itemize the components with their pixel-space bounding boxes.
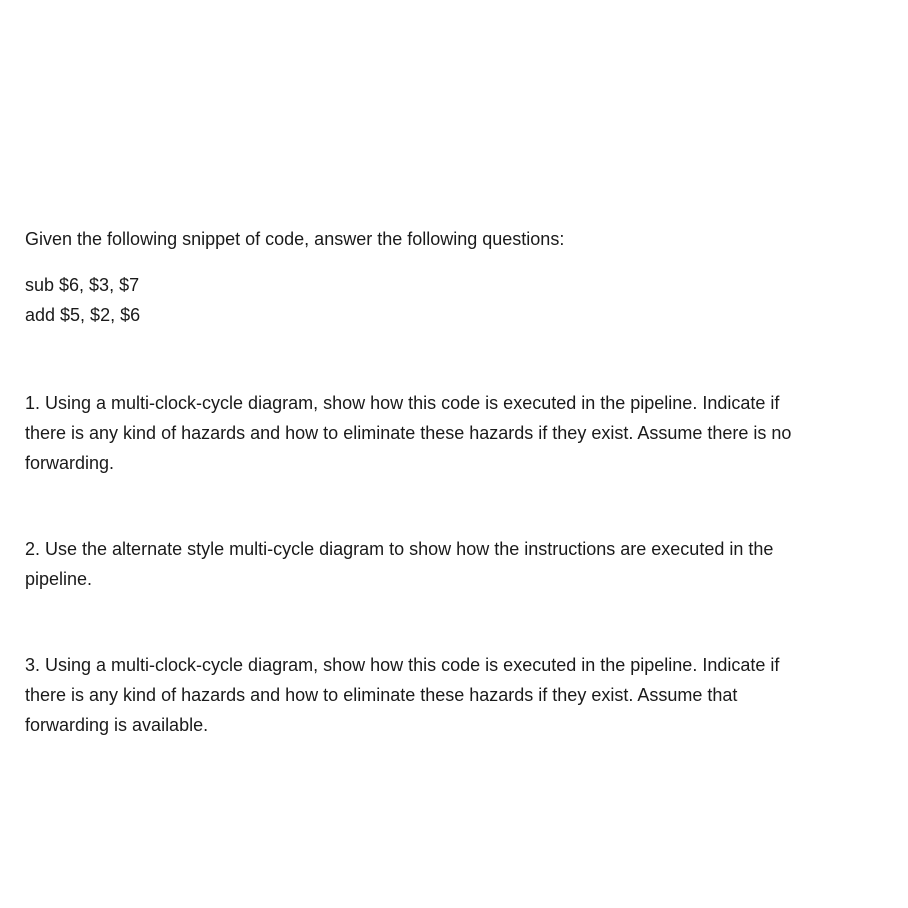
- question-2-line: 2. Use the alternate style multi-cycle diagram to show how the instructions are executed in the: [25, 539, 774, 559]
- question-1-line: there is any kind of hazards and how to eliminate these hazards if they exist. Assume there is no: [25, 423, 792, 443]
- code-line-sub: sub $6, $3, $7: [25, 275, 140, 295]
- question-1-line: 1. Using a multi-clock-cycle diagram, show how this code is executed in the pipeline. Indicate if: [25, 393, 780, 413]
- intro-text: Given the following snippet of code, answer the following questions:: [25, 229, 565, 249]
- question-1-line: forwarding.: [25, 453, 115, 473]
- code-snippet: [25, 270, 895, 330]
- question-2: [25, 534, 895, 594]
- question-3-line: 3. Using a multi-clock-cycle diagram, show how this code is executed in the pipeline. Indicate if: [25, 655, 780, 675]
- question-3-line: there is any kind of hazards and how to eliminate these hazards if they exist. Assume that: [25, 685, 738, 705]
- code-line-add: add $5, $2, $6: [25, 305, 141, 325]
- question-1: [25, 388, 895, 478]
- question-2-line: pipeline.: [25, 569, 93, 589]
- question-3-line: forwarding is available.: [25, 715, 209, 735]
- question-3: [25, 650, 895, 740]
